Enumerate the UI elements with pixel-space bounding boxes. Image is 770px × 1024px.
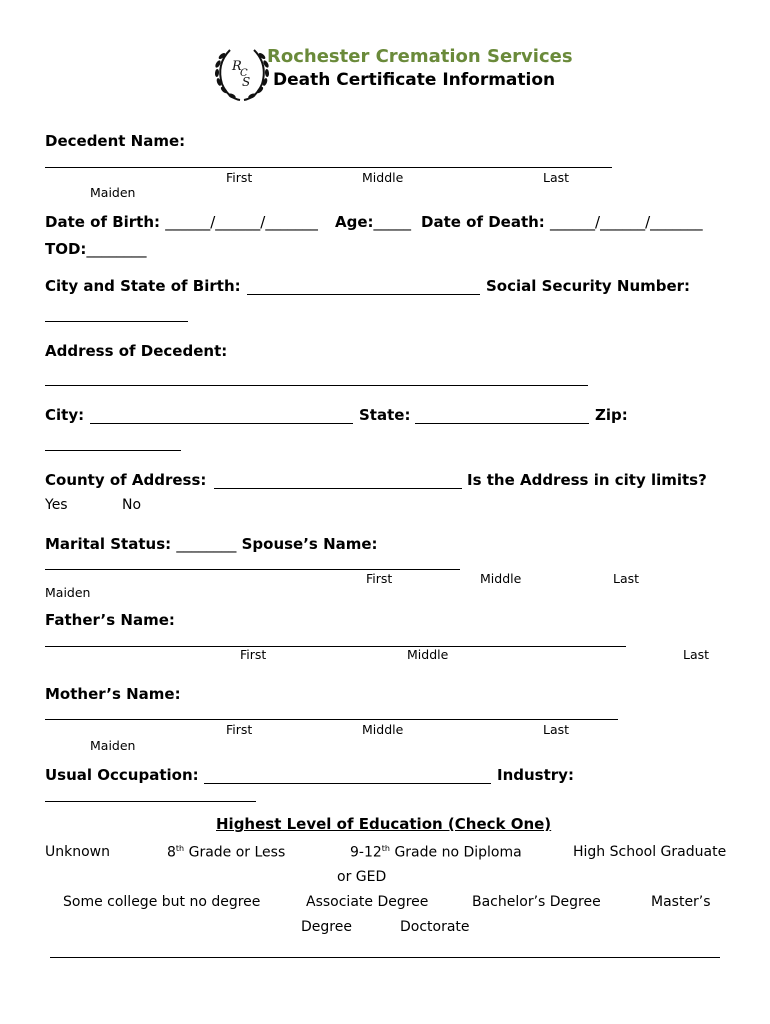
address-field[interactable] [45,385,588,386]
dod-row [421,213,703,231]
city-field[interactable] [90,423,353,424]
dob-row [45,213,318,231]
state-field[interactable] [415,423,589,424]
mother-maiden-caption: Maiden [90,738,136,753]
edu-8th-post: Grade or Less [184,844,286,861]
spouse-name-field[interactable] [45,569,460,570]
edu-associate[interactable]: Associate Degree [306,894,429,910]
father-name-field[interactable] [45,646,626,647]
edu-8th-grade[interactable] [167,844,285,861]
svg-text:R: R [232,59,242,74]
age-row [335,213,411,231]
marital-row [45,535,378,553]
address-label: Address of Decedent: [45,342,228,360]
father-name-label: Father’s Name: [45,611,175,629]
edu-12th-pre: 9-12 [350,844,382,861]
tod-row [45,240,146,258]
tod-field[interactable]: ________ [86,240,147,258]
spouse-first-caption: First [366,571,393,586]
logo [212,42,272,104]
edu-8th-pre: 8 [167,844,176,861]
spouse-maiden-caption: Maiden [45,585,91,600]
edu-ged[interactable]: or GED [337,869,387,885]
dob-label: Date of Birth: [45,213,161,231]
ssn-field[interactable] [45,321,188,322]
father-last-caption: Last [683,647,710,662]
city-limits-label: Is the Address in city limits? [467,471,707,489]
decedent-first-caption: First [226,170,253,185]
occupation-label: Usual Occupation: [45,766,199,784]
industry-field[interactable] [45,801,256,802]
mother-name-field[interactable] [45,719,618,720]
dod-field[interactable]: ______/______/_______ [550,213,703,231]
decedent-name-label: Decedent Name: [45,132,186,150]
dod-label: Date of Death: [421,213,545,231]
mother-middle-caption: Middle [362,722,404,737]
mother-first-caption: First [226,722,253,737]
city-label: City: [45,406,85,424]
edu-high-school[interactable]: High School Graduate [573,844,727,860]
industry-label: Industry: [497,766,574,784]
marital-status-field[interactable]: ________ [176,535,237,553]
father-middle-caption: Middle [407,647,449,662]
edu-masters[interactable]: Master’s [651,894,711,910]
father-first-caption: First [240,647,267,662]
decedent-name-field[interactable] [45,167,612,168]
bottom-rule [50,957,720,958]
edu-12th-sup: th [381,844,390,853]
edu-12th-post: Grade no Diploma [390,844,522,861]
edu-unknown[interactable]: Unknown [45,844,110,860]
decedent-middle-caption: Middle [362,170,404,185]
city-limits-no[interactable]: No [122,497,142,513]
city-limits-yes[interactable]: Yes [45,497,68,513]
county-label: County of Address: [45,471,207,489]
dob-field[interactable]: ______/______/_______ [165,213,318,231]
age-field[interactable]: _____ [373,213,412,231]
education-heading: Highest Level of Education (Check One) [216,815,552,833]
county-field[interactable] [214,488,462,489]
tod-label: TOD: [45,240,87,258]
svg-text:S: S [242,75,251,89]
state-label: State: [359,406,411,424]
edu-doctorate[interactable]: Doctorate [400,919,470,935]
zip-field[interactable] [45,450,181,451]
decedent-maiden-caption: Maiden [90,185,136,200]
marital-status-label: Marital Status: [45,535,172,553]
zip-label: Zip: [595,406,628,424]
edu-masters-cont: Degree [301,919,352,935]
svg-text:C: C [240,68,248,79]
mother-name-label: Mother’s Name: [45,685,181,703]
birthplace-field[interactable] [247,294,480,295]
spouse-name-label: Spouse’s Name: [241,535,378,553]
age-label: Age: [335,213,374,231]
page-title: Death Certificate Information [273,70,556,90]
birthplace-label: City and State of Birth: [45,277,241,295]
spouse-middle-caption: Middle [480,571,522,586]
edu-8th-sup: th [175,844,185,853]
edu-bachelor[interactable]: Bachelor’s Degree [472,894,601,910]
mother-last-caption: Last [543,722,570,737]
laurel-logo-icon [212,42,272,104]
edu-some-college[interactable]: Some college but no degree [63,894,261,910]
ssn-label: Social Security Number: [486,277,691,295]
occupation-field[interactable] [204,783,491,784]
decedent-last-caption: Last [543,170,570,185]
spouse-last-caption: Last [613,571,640,586]
company-name: Rochester Cremation Services [267,46,573,67]
edu-9-12-grade[interactable] [350,844,522,861]
